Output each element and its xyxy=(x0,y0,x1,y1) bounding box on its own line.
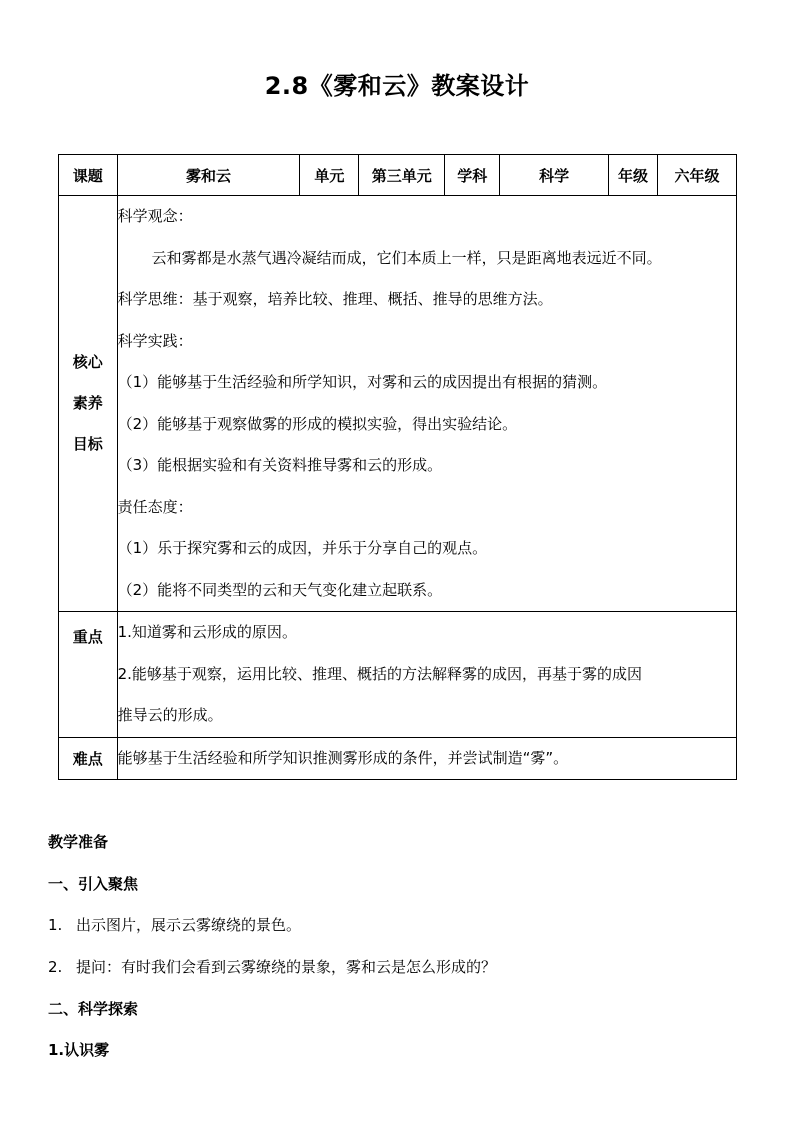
key-line: 推导云的形成。 xyxy=(117,706,223,724)
core-line: （2）能够基于观察做雾的形成的模拟实验，得出实验结论。 xyxy=(117,414,518,433)
section-heading-intro: 一、引入聚焦 xyxy=(48,874,139,893)
subsection-heading: 1.认识雾 xyxy=(48,1041,110,1060)
subject-value: 科学 xyxy=(500,155,609,196)
item-number: 1. xyxy=(48,916,63,935)
difficulty-label: 难点 xyxy=(59,737,118,780)
key-row xyxy=(59,612,737,738)
item-text: 出示图片，展示云雾缭绕的景色。 xyxy=(76,916,302,935)
key-line: 1.知道雾和云形成的原因。 xyxy=(117,623,297,641)
difficulty-row xyxy=(59,737,737,780)
core-label: 核心 素养 目标 xyxy=(59,196,118,612)
core-row xyxy=(59,196,737,612)
section-heading-explore: 二、科学探索 xyxy=(48,999,139,1018)
core-line: 科学观念： xyxy=(117,207,193,225)
topic-label: 课题 xyxy=(59,155,118,196)
core-line: 科学思维：基于观察，培养比较、推理、概括、推导的思维方法。 xyxy=(117,290,553,308)
key-content xyxy=(117,612,736,738)
difficulty-content xyxy=(117,737,736,780)
list-item xyxy=(48,905,748,947)
core-line: （3）能根据实验和有关资料推导雾和云的形成。 xyxy=(117,456,443,474)
key-line: 2.能够基于观察，运用比较、推理、概括的方法解释雾的成因，再基于雾的成因 xyxy=(117,664,642,683)
unit-value: 第三单元 xyxy=(359,155,445,196)
list-item xyxy=(48,947,748,989)
topic-value: 雾和云 xyxy=(117,155,300,196)
grade-value: 六年级 xyxy=(658,155,737,196)
subject-label: 学科 xyxy=(445,155,500,196)
teaching-prep xyxy=(48,822,748,1072)
core-line: （1）乐于探究雾和云的成因，并乐于分享自己的观点。 xyxy=(117,539,488,557)
core-line: 责任态度： xyxy=(117,497,193,516)
key-label: 重点 xyxy=(59,612,118,738)
core-line: 科学实践： xyxy=(117,331,193,350)
core-line: （1）能够基于生活经验和所学知识，对雾和云的成因提出有根据的猜测。 xyxy=(117,373,608,391)
core-content xyxy=(117,196,736,612)
item-number: 2. xyxy=(48,958,63,977)
prep-heading: 教学准备 xyxy=(48,833,109,851)
unit-label: 单元 xyxy=(300,155,359,196)
header-row xyxy=(59,155,737,196)
core-line: 云和雾都是水蒸气遇冷凝结而成，它们本质上一样，只是距离地表远近不同。 xyxy=(151,248,662,267)
grade-label: 年级 xyxy=(609,155,658,196)
document-title: 2.8《雾和云》教案设计 xyxy=(264,72,530,100)
item-text: 提问：有时我们会看到云雾缭绕的景象，雾和云是怎么形成的？ xyxy=(76,958,497,977)
difficulty-text: 能够基于生活经验和所学知识推测雾形成的条件，并尝试制造“雾”。 xyxy=(117,748,569,767)
lesson-plan-table xyxy=(58,154,737,780)
core-line: （2）能将不同类型的云和天气变化建立起联系。 xyxy=(117,580,443,599)
